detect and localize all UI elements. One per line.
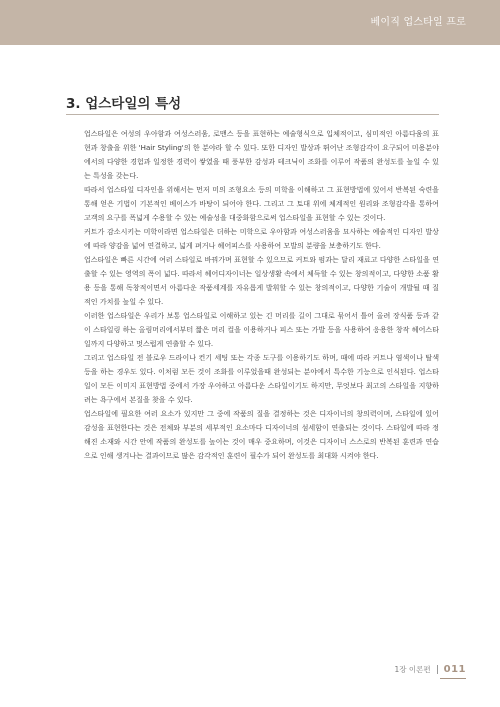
paragraph: 업스타일에 필요한 여러 요소가 있지만 그 중에 작품의 질을 결정하는 것은 디자이너의 창의력이며, 스타일에 있어 감성을 표현한다는 것은 전체와 부분의 세부적인 요소마다 디자이너의 섬세함이 연출되는 것이다. 스타일에 따라 정해진 소재와 시간 안에 작품의 완성도를 높이는 것이 매우 중요하며, 이것은 디자이너 스스로의 반복된 훈련과 연습으로 인해 생겨나는 결과이므로 많은 감각적인 훈련이 필수가 되어 완성도를 최대화 시켜야 한다. [84, 409, 439, 460]
running-title: 베이직 업스타일 프로 [370, 17, 466, 28]
paragraph: 커트가 감소시키는 미학이라면 업스타일은 더하는 미학으로 우아함과 여성스러움을 묘사하는 예술적인 디자인 발상에 따라 양감을 넓여 연결하고, 넓게 펴거나 헤어피스를 사용하여 모발의 분량을 보충하기도 한다. [84, 227, 439, 250]
header-band [0, 0, 500, 45]
footer-divider [437, 665, 438, 674]
footer-chapter: 1장 이론편 [394, 665, 431, 674]
page-number-underline [440, 678, 466, 679]
paragraph: 업스타일은 빠른 시간에 여러 스타일로 바꿔가며 표현할 수 있으므로 커트와 펌과는 달리 재료고 다양한 스타일을 연출할 수 있는 영역의 폭이 넓다. 따라서 헤어디자이너는 일상생활 속에서 체득할 수 있는 창의적이고, 다양한 소품 활용 등을 통해 독창적이면서 아름다운 작품세계를 자유롭게 발휘할 수 있는 창의적이고, 다양한 기술이 개발될 때 질적인 가치를 높일 수 있다. [84, 255, 439, 306]
page-footer [394, 664, 466, 675]
section-heading: 3. 업스타일의 특성 [66, 96, 182, 112]
paragraph: 업스타일은 여성의 우아함과 여성스러움, 로맨스 등을 표현하는 예술형식으로 입체적이고, 심미적인 아름다움의 표현과 창출을 위한 'Hair Styling'의 한 분야라 할 수 있다. 또한 디자인 발상과 뛰어난 조형감각이 요구되어 미용분야에서의 다양한 경험과 일정한 경력이 쌓였을 때 풍부한 감성과 테크닉이 조화를 이루어 작품의 완성도를 높일 수 있는 특성을 갖는다. [84, 129, 439, 180]
heading-divider [66, 114, 439, 115]
paragraph: 그리고 업스타일 전 블로우 드라이나 컨기 세팅 또는 각종 도구를 이용하기도 하며, 때에 따라 커트나 염색이나 탈색 등을 하는 경우도 있다. 이처럼 모든 것이 조화를 이루었을때 완성되는 분야에서 특수한 기능으로 인식된다. 업스타일이 모든 이미지 표현방법 중에서 가장 우아하고 아름다운 스타일이기도 하지만, 무엇보다 최고의 스타일을 지향하려는 욕구에서 본질을 찾을 수 있다. [84, 353, 439, 404]
paragraph: 따라서 업스타일 디자인을 위해서는 먼저 미의 조형요소 등의 미학을 이해하고 그 표현방법에 있어서 반복된 숙련을 통해 얻은 기법이 기본적인 베이스가 바탕이 되어야 한다. 그리고 그 토대 위에 체계적인 원리와 조형감각을 통하여 고객의 요구를 폭넓게 수용할 수 있는 예술성을 대중화함으로써 업스타일을 표현할 수 있는 것이다. [84, 185, 439, 222]
page-number: 011 [443, 664, 466, 675]
paragraph: 이러한 업스타일은 우리가 보통 업스타일로 이해하고 있는 긴 머리를 길이 그대로 묶어서 틀어 올려 장식품 등과 같이 스타일링 하는 올림머리에서부터 짧은 머리 컬을 이용하거나 피스 또는 가발 등을 사용하여 응용한 창작 헤어스타일까지 다양하고 멋스럽게 연출할 수 있다. [84, 311, 439, 348]
body-text [84, 127, 439, 463]
